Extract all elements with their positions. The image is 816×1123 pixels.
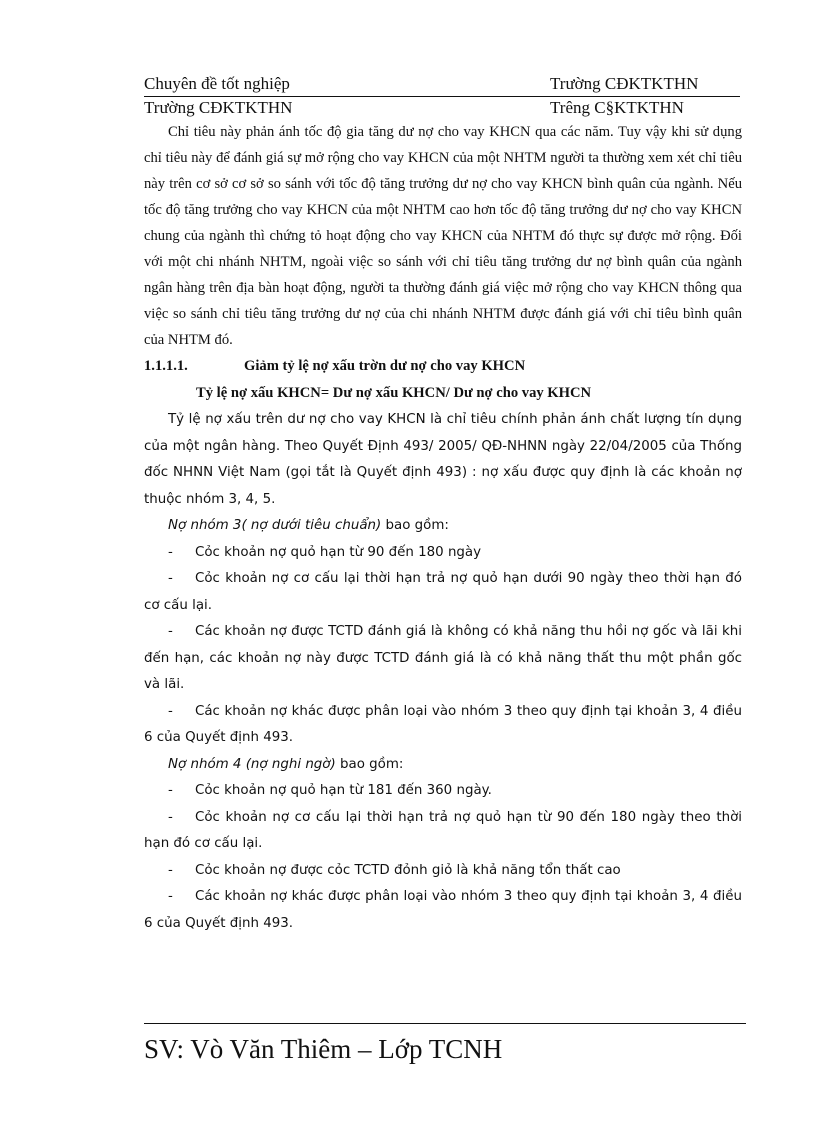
bullet-dash: - bbox=[168, 862, 173, 878]
footer-divider bbox=[144, 1023, 746, 1024]
list-item bbox=[144, 540, 742, 567]
list-item-text: Cỏc khoản nợ cơ cấu lại thời hạn trả nợ quỏ hạn từ 90 đến 180 ngày theo thời hạn đó cơ cấu lại. bbox=[144, 809, 742, 851]
bullet-dash: - bbox=[168, 889, 173, 904]
header-school-name-2: Trường CĐKTKTHN bbox=[144, 98, 293, 117]
section-number: 1.1.1.1. bbox=[144, 358, 188, 374]
group3-heading bbox=[144, 513, 742, 540]
list-item-text: Các khoản nợ được TCTD đánh giá là không có khả năng thu hồi nợ gốc và lãi khi đến hạn, các khoản nợ này được TCTD đánh giá là có khả năng thất thu một phần gốc và lãi. bbox=[144, 624, 742, 692]
header-school-name-legacy: Trêng C§KTKTHN bbox=[550, 98, 684, 117]
list-item-text: Cỏc khoản nợ cơ cấu lại thời hạn trả nợ quỏ hạn dưới 90 ngày theo thời hạn đó cơ cấu lại. bbox=[144, 571, 742, 613]
group4-title: Nợ nhóm 4 (nợ nghi ngờ) bbox=[168, 756, 336, 772]
list-item bbox=[144, 566, 742, 619]
list-item-text: Cỏc khoản nợ quỏ hạn từ 181 đến 360 ngày. bbox=[195, 783, 492, 798]
group4-suffix: bao gồm: bbox=[335, 756, 404, 772]
formula: Tỷ lệ nợ xấu KHCN= Dư nợ xấu KHCN/ Dư nợ cho vay KHCN bbox=[196, 385, 592, 401]
group3-suffix: bao gồm: bbox=[381, 518, 449, 533]
list-item bbox=[144, 699, 742, 752]
bullet-dash: - bbox=[168, 783, 173, 798]
bullet-dash: - bbox=[168, 703, 173, 719]
page-body bbox=[144, 119, 742, 937]
running-header bbox=[144, 74, 740, 97]
definition-paragraph: Tỷ lệ nợ xấu trên dư nợ cho vay KHCN là chỉ tiêu chính phản ánh chất lượng tín dụng của một ngân hàng. Theo Quyết Định 493/ 2005/ QĐ-NHNN ngày 22/04/2005 của Thống đốc NHNN Việt Nam (gọi tắt là Quyết định 493) : nợ xấu được quy định là các khoản nợ thuộc nhóm 3, 4, 5. bbox=[144, 412, 742, 507]
list-item bbox=[144, 619, 742, 699]
header-school-name: Trường CĐKTKTHN bbox=[550, 74, 699, 93]
intro-paragraph: Chỉ tiêu này phản ánh tốc độ gia tăng dư nợ cho vay KHCN qua các năm. Tuy vậy khi sử dụng chỉ tiêu này để đánh giá sự mở rộng cho vay KHCN của một NHTM người ta thường xem xét chỉ tiêu này trên cơ sở cơ sở so sánh với tốc độ tăng trưởng dư nợ cho vay KHCN bình quân của ngành. Nếu tốc độ tăng trưởng cho vay KHCN của một NHTM cao hơn tốc độ tăng trưởng dư nợ cho vay KHCN chung của ngành thì chứng tỏ hoạt động cho vay KHCN của NHTM đó thực sự được mở rộng. Đối với một chi nhánh NHTM, ngoài việc so sánh với chỉ tiêu tăng trưởng dư nợ bình quân của ngành ngân hàng trên địa bàn hoạt động, người ta thường đánh giá việc mở rộng cho vay KHCN thông qua việc so sánh chỉ tiêu tăng trưởng dư nợ của chi nhánh NHTM được đánh giá với chỉ tiêu bình quân của NHTM đó. bbox=[144, 124, 742, 348]
list-item-text: Các khoản nợ khác được phân loại vào nhóm 3 theo quy định tại khoản 3, 4 điều 6 của Quyết định 493. bbox=[144, 889, 742, 931]
list-item-text: Cỏc khoản nợ quỏ hạn từ 90 đến 180 ngày bbox=[195, 544, 482, 560]
bullet-dash: - bbox=[168, 624, 173, 639]
bullet-dash: - bbox=[168, 809, 173, 825]
section-heading bbox=[144, 353, 742, 380]
section-title: Giảm tỷ lệ nợ xấu trờn dư nợ cho vay KHCN bbox=[244, 358, 526, 374]
list-item-text: Cỏc khoản nợ được cỏc TCTD đỏnh giỏ là khả năng tổn thất cao bbox=[195, 862, 621, 878]
list-item bbox=[144, 858, 742, 885]
definition-block bbox=[144, 407, 742, 937]
list-item bbox=[144, 884, 742, 937]
bullet-dash: - bbox=[168, 544, 173, 560]
running-header-duplicate bbox=[144, 98, 740, 120]
header-document-type: Chuyên đề tốt nghiệp bbox=[144, 74, 290, 93]
list-item-text: Các khoản nợ khác được phân loại vào nhóm 3 theo quy định tại khoản 3, 4 điều 6 của Quyết định 493. bbox=[144, 703, 742, 745]
bullet-dash: - bbox=[168, 571, 173, 586]
group3-title: Nợ nhóm 3( nợ dưới tiêu chuẩn) bbox=[168, 518, 382, 533]
page-footer: SV: Vò Văn Thiêm – Lớp TCNH bbox=[144, 1034, 503, 1064]
list-item bbox=[144, 805, 742, 858]
list-item bbox=[144, 778, 742, 805]
group4-heading bbox=[144, 752, 742, 779]
